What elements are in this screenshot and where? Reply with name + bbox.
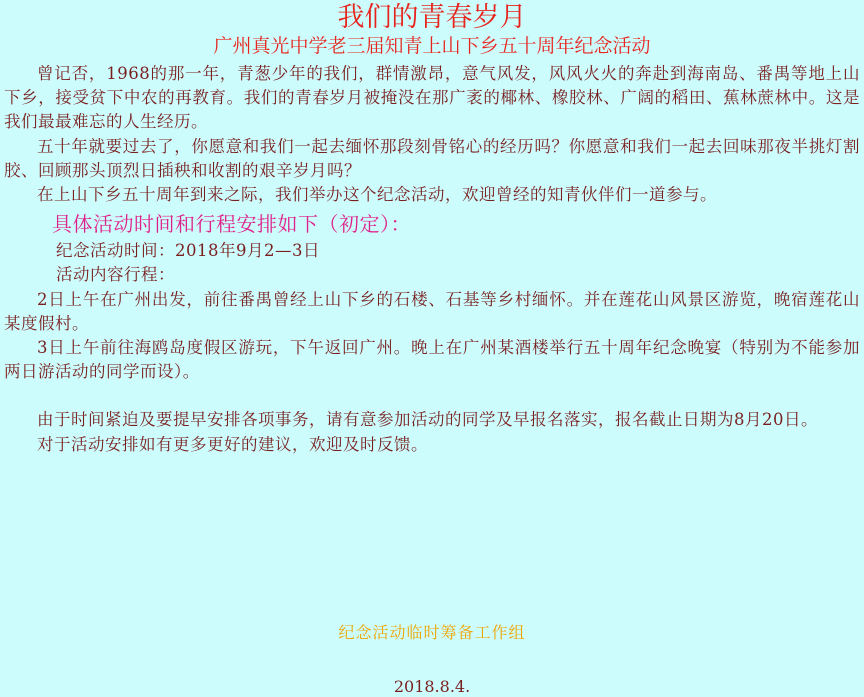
- page-title: 我们的青春岁月: [337, 2, 527, 33]
- intro-paragraph-1: 曾记否，1968的那一年，青葱少年的我们，群情激昂，意气风发，风风火火的奔赴到海南岛、番禺等地上山下乡，接受贫下中农的再教育。我们的青春岁月被掩没在那广袤的椰林、橡胶林、广阔的稻田、蕉林蔗林中。这是我们最最难忘的人生经历。: [4, 64, 860, 132]
- itinerary-label: 活动内容行程：: [56, 265, 175, 285]
- notice-body: [4, 62, 860, 457]
- schedule-heading: 具体活动时间和行程安排如下（初定）：: [52, 212, 411, 237]
- closing-paragraph-1: 由于时间紧迫及要提早安排各项事务，请有意参加活动的同学及早报名落实，报名截止日期为8月20日。: [37, 410, 818, 430]
- itinerary-day-3: 3日上午前往海鸥岛度假区游玩，下午返回广州。晚上在广州某酒楼举行五十周年纪念晚宴（特别为不能参加两日游活动的同学而设）。: [4, 338, 860, 382]
- page-subtitle: 广州真光中学老三届知青上山下乡五十周年纪念活动: [213, 35, 651, 57]
- intro-paragraph-3: 在上山下乡五十周年到来之际，我们举办这个纪念活动，欢迎曾经的知青伙伴们一道参与。: [37, 185, 717, 205]
- itinerary-day-2: 2日上午在广州出发，前往番禺曾经上山下乡的石楼、石基等乡村缅怀。并在莲花山风景区游览，晚宿莲花山某度假村。: [4, 289, 860, 333]
- notice-date: 2018.8.4.: [393, 677, 471, 696]
- spacer: [4, 384, 860, 408]
- intro-paragraph-2: 五十年就要过去了，你愿意和我们一起去缅怀那段刻骨铭心的经历吗？你愿意和我们一起去回味那夜半挑灯割胶、回顾那头顶烈日插秧和收割的艰辛岁月吗？: [4, 136, 860, 180]
- event-time: 纪念活动时间：2018年9月2—3日: [56, 241, 320, 261]
- closing-paragraph-2: 对于活动安排如有更多更好的建议，欢迎及时反馈。: [37, 434, 428, 454]
- organizer-signature: 纪念活动临时筹备工作组: [338, 623, 526, 642]
